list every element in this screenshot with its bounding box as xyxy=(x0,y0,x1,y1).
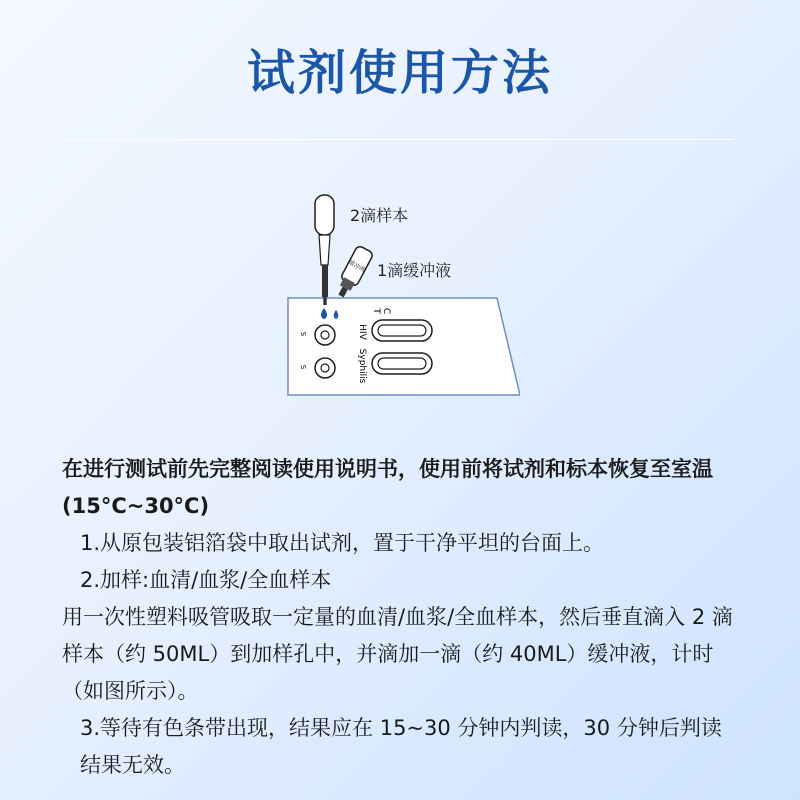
warning-text: 在进行测试前先完整阅读使用说明书，使用前将试剂和标本恢复至室温(15°C~30°C) xyxy=(62,457,713,518)
instructions-section xyxy=(62,451,742,784)
usage-diagram xyxy=(280,185,520,405)
page-title: 试剂使用方法 xyxy=(246,45,553,101)
test-line-label: T xyxy=(371,308,381,314)
buffer-bottle-text: 缓冲液 xyxy=(347,259,367,274)
syphilis-label: Syphilis xyxy=(357,348,367,384)
hiv-label: HIV xyxy=(357,324,367,340)
step-3-text: 3.等待有色条带出现，结果应在 15~30 分钟内判读，30 分钟后判读结果无效。 xyxy=(80,716,722,777)
buffer-drop-label: 1滴缓冲液 xyxy=(377,261,452,280)
title-divider xyxy=(66,139,734,140)
step-1-text: 1.从原包装铝箔袋中取出试剂，置于干净平坦的台面上。 xyxy=(80,531,605,555)
pipette-icon xyxy=(315,195,334,305)
hiv-well-mark: S xyxy=(299,331,307,337)
syphilis-result-window xyxy=(372,353,432,374)
hiv-result-window xyxy=(372,320,432,341)
control-line-label: C xyxy=(381,307,391,315)
step-2-title: 2.加样:血清/血浆/全血样本 xyxy=(80,568,332,592)
step-2-body: 用一次性塑料吸管吸取一定量的血清/血浆/全血样本，然后垂直滴入 2 滴样本（约 50ML）到加样孔中，并滴加一滴（约 40ML）缓冲液，计时（如图所示）。 xyxy=(62,605,733,703)
syphilis-well-mark: S xyxy=(299,364,307,370)
sample-drop-label: 2滴样本 xyxy=(350,206,409,225)
buffer-bottle-icon xyxy=(333,245,374,300)
